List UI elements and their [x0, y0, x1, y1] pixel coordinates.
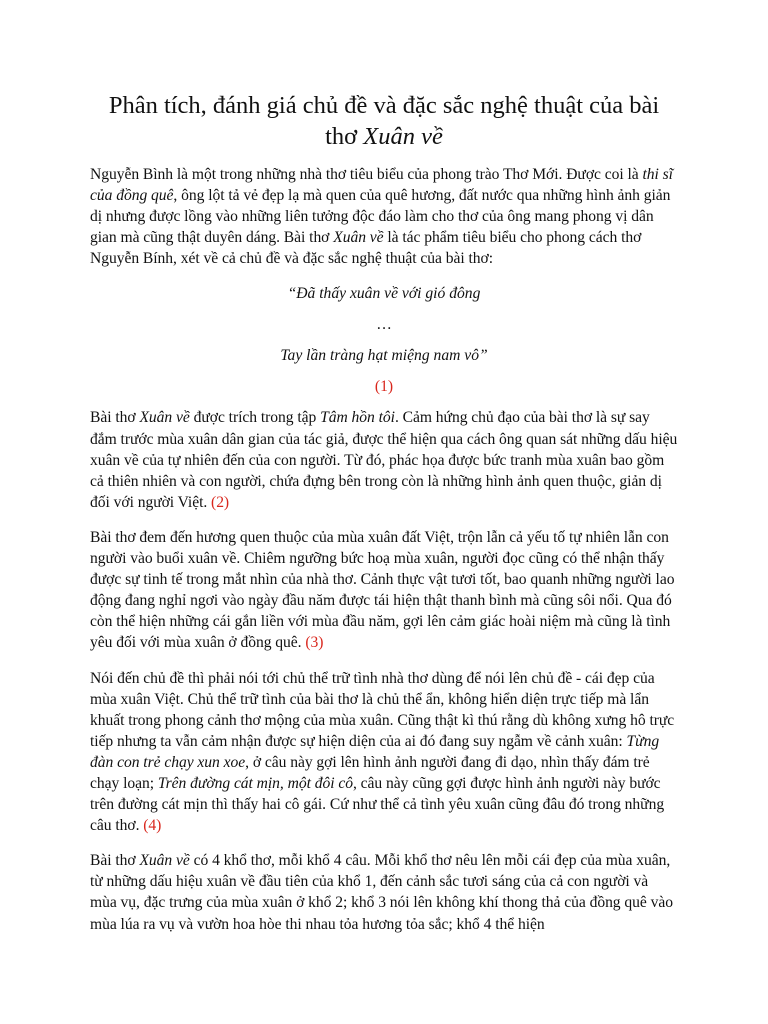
page-title: [90, 90, 678, 152]
intro-text-2: , ông lột tả vẻ đẹp lạ mà quen của quê hương, đất nước qua những hình ảnh giản dị nhưng được lồng vào những liên tưởng độc đáo làm cho thơ của ông mang phong vị dân gian mà cũng thật duyên dáng. Bài thơ: [90, 187, 671, 247]
poem-reference: [90, 376, 678, 397]
title-poem-name: Xuân về: [363, 123, 443, 150]
p2-text-2: được trích trong tập: [189, 409, 321, 427]
reference-link-1[interactable]: (1): [374, 378, 394, 396]
reference-link-3[interactable]: (3): [305, 634, 324, 652]
intro-paragraph: [90, 164, 678, 269]
p2-text-1: Bài thơ: [90, 409, 140, 427]
paragraph-2: [90, 407, 678, 512]
p5-text-2: có 4 khổ thơ, mỗi khổ 4 câu. Mỗi khổ thơ nêu lên mỗi cái đẹp của mùa xuân, từ những dấu hiệu xuân về đầu tiên của khổ 1, đến cảnh sắc tươi sáng của cả con người và mùa vụ, đặc trưng của mùa xuân ở khổ 2; khổ 3 nói lên không khí thong thả của đồng quê vào mùa lúa ra vụ và vườn hoa hòe thi nhau tỏa hương tỏa sắc; khổ 4 thể hiện: [90, 852, 673, 933]
p4-text-3: , câu này cũng gợi được hình ảnh người này bước trên đường cát mịn thì thấy hai cô gái. Cứ như thể cả tình yêu xuân cũng đâu đó trong những câu thơ.: [90, 774, 665, 835]
p4-italic-2: Trên đường cát mịn, một đôi cô: [157, 774, 353, 792]
intro-italic-1: thi sĩ của đồng quê: [90, 166, 673, 205]
p4-italic-1: Từng đàn con trẻ chạy xun xoe: [90, 732, 660, 771]
p5-text-1: Bài thơ: [90, 852, 140, 870]
paragraph-3: [90, 527, 678, 654]
paragraph-4: [90, 668, 678, 837]
intro-text-1: Nguyễn Bình là một trong những nhà thơ tiêu biểu của phong trào Thơ Mới. Được coi là: [90, 166, 643, 183]
poem-line-1: “Đã thấy xuân về với gió đông: [287, 285, 481, 303]
intro-text-3: là tác phẩm tiêu biểu cho phong cách thơ Nguyễn Bính, xét về cả chủ đề và đặc sắc nghệ thuật của bài thơ:: [90, 229, 642, 268]
p2-italic-1: Xuân về: [139, 409, 190, 427]
p2-italic-2: Tâm hồn tôi: [320, 409, 395, 427]
p5-italic-1: Xuân về: [139, 852, 190, 870]
reference-link-4[interactable]: (4): [143, 817, 162, 835]
p4-text-1: Nói đến chủ đề thì phải nói tới chủ thể trữ tình nhà thơ dùng để nói lên chủ đề - cái đẹp của mùa xuân Việt. Chủ thể trữ tình của bài thơ là chủ thể ẩn, không hiển diện trực tiếp mà lẩn khuất trong phong cảnh thơ mộng của mùa xuân. Cũng thật kì thú rằng dù không xưng hô trực tiếp nhưng ta vẫn cảm nhận được sự hiện diện của ai đó đang suy ngẫm về cảnh xuân:: [90, 669, 675, 750]
p2-text-3: . Cảm hứng chủ đạo của bài thơ là sự say đắm trước mùa xuân dân gian của tác giả, được thể hiện qua cách ông quan sát những dấu hiệu xuân về của tự nhiên đến của con người. Từ đó, phác họa được bức tranh mùa xuân bao gồm cả thiên nhiên và con người, chứa đựng bên trong còn là những hình ảnh quen thuộc, giản dị đối với người Việt.: [90, 409, 678, 511]
paragraph-5: [90, 850, 678, 934]
poem-line-2: Tay lần tràng hạt miệng nam vô”: [280, 347, 488, 365]
poem-ellipsis: …: [376, 316, 392, 334]
p3-text-1: Bài thơ đem đến hương quen thuộc của mùa xuân đất Việt, trộn lẫn cả yếu tố tự nhiên lẫn con người vào buổi xuân về. Chiêm ngưỡng bức hoạ mùa xuân, người đọc cũng có thể nhận thấy được sự tinh tế trong mắt nhìn của nhà thơ. Cảnh thực vật tươi tốt, bao quanh những người lao động đang nghỉ ngơi vào ngày đầu năm được tái hiện thật thanh bình mà cũng sôi nổi. Qua đó còn thể hiện những cái gắn liền với mùa đầu năm, gợi lên cảm giác hoài niệm mà cũng là tình yêu đối với mùa xuân ở đồng quê.: [90, 528, 675, 652]
title-text: Phân tích, đánh giá chủ đề và đặc sắc nghệ thuật của bài thơ: [108, 92, 660, 150]
p4-text-2: , ở câu này gợi lên hình ảnh người đang đi dạo, nhìn thấy đám trẻ chạy loạn;: [90, 753, 650, 792]
reference-link-2[interactable]: (2): [211, 493, 230, 511]
intro-italic-2: Xuân về: [333, 229, 384, 247]
